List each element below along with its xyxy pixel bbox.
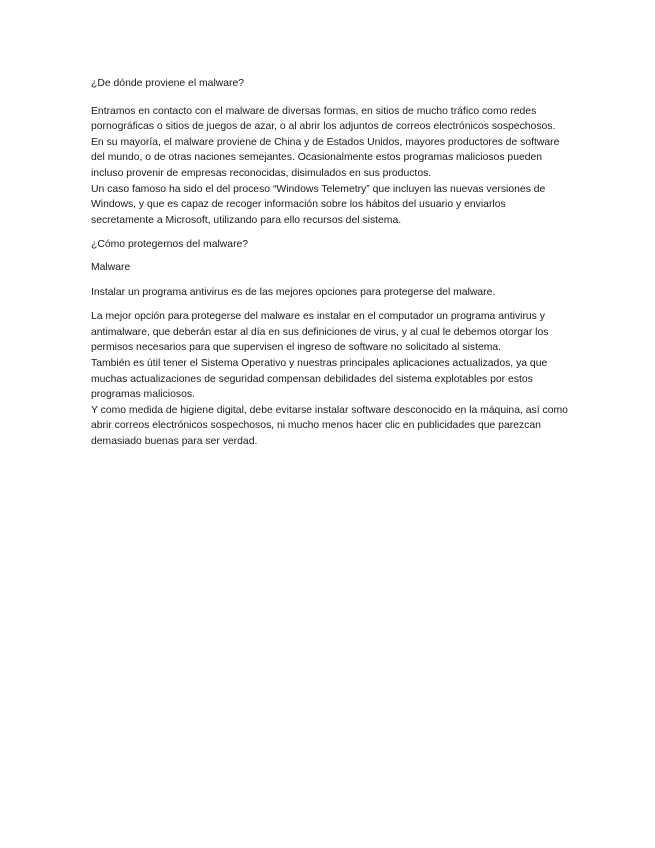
paragraph-hygiene: Y como medida de higiene digital, debe evitarse instalar software desconocido en la máquina, así como abrir correos electrónicos sospechosos, ni mucho menos hacer clic en publicidades que parezcan demasiado buenas para ser verdad. bbox=[91, 404, 568, 447]
paragraph-countries: En su mayoría, el malware proviene de China y de Estados Unidos, mayores productores de software del mundo, o de otras naciones semejantes. Ocasionalmente estos programas maliciosos pueden incluso provenir de empresas reconocidas, disimulados en sus productos. bbox=[91, 136, 560, 179]
paragraph-contact: Entramos en contacto con el malware de diversas formas, en sitios de mucho tráfico como redes pornográficas o sitios de juegos de azar, o al abrir los adjuntos de correos electrónicos sospechosos. bbox=[91, 105, 556, 133]
heading-protection: ¿Cómo protegernos del malware? bbox=[91, 239, 249, 251]
subheading-malware: Malware bbox=[91, 261, 131, 273]
document-page bbox=[91, 76, 569, 458]
paragraph-antivirus-long: La mejor opción para protegerse del malware es instalar en el computador un programa antivirus y antimalware, que deberán estar al día en sus definiciones de virus, y al cual le debemos otorgar los permisos necesarios para que supervisen el ingreso de software no solicitado al sistema. bbox=[91, 311, 549, 354]
paragraph-updates: También es útil tener el Sistema Operativo y nuestras principales aplicaciones actualizados, ya que muchas actualizaciones de seguridad compensan debilidades del sistema explotables por estos programas maliciosos. bbox=[91, 357, 548, 401]
paragraph-telemetry: Un caso famoso ha sido el del proceso “Windows Telemetry” que incluyen las nuevas versiones de Windows, y que es capaz de recoger información sobre los hábitos del usuario y enviarlos secretamente a Microsoft, utilizando para ello recursos del sistema. bbox=[91, 183, 546, 226]
heading-malware-origin: ¿De dónde proviene el malware? bbox=[91, 78, 245, 89]
paragraph-antivirus-short: Instalar un programa antivirus es de las mejores opciones para protegerse del malware. bbox=[91, 286, 496, 298]
